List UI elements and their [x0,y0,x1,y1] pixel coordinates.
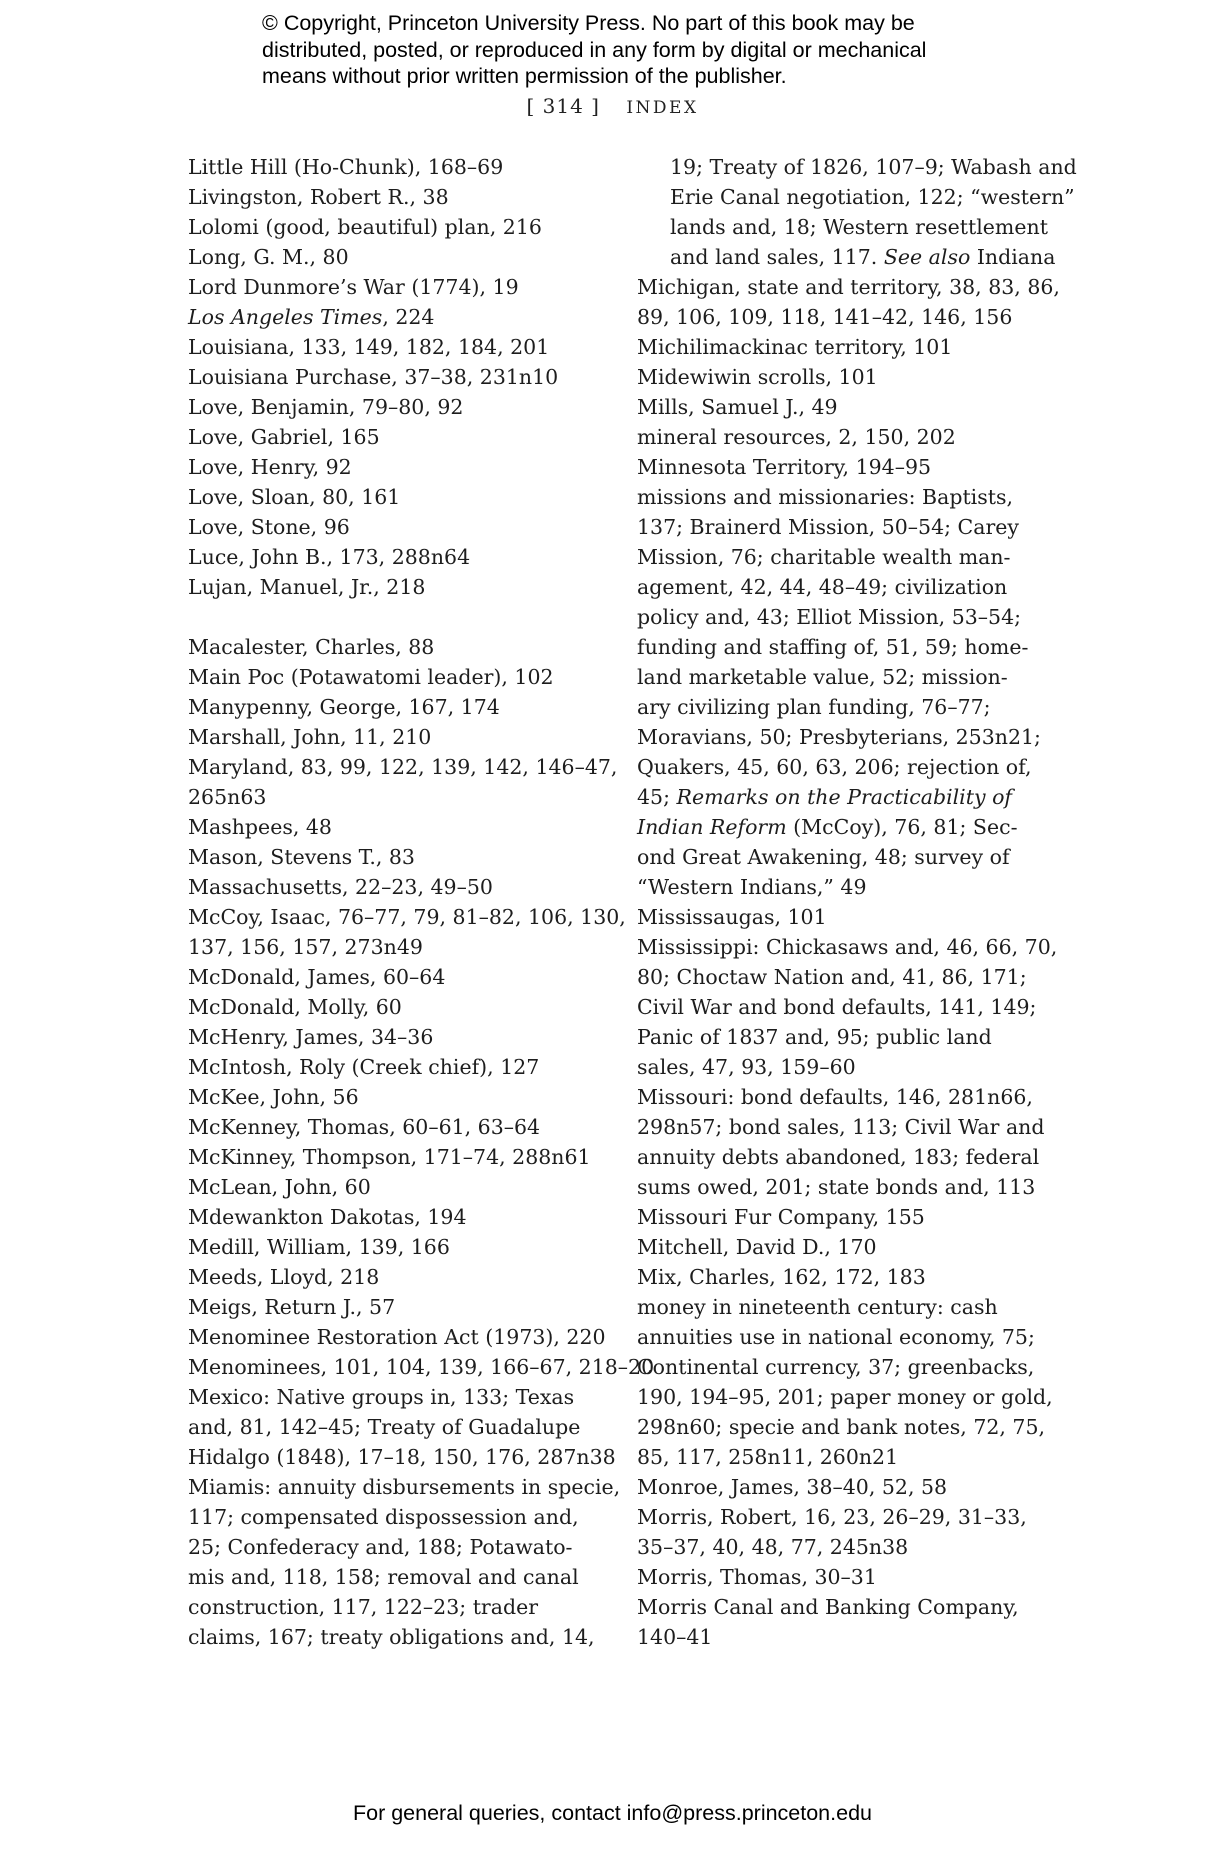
index-entry [188,962,598,992]
index-entry-subline: 137; Brainerd Mission, 50–54; Carey [637,515,1019,539]
index-entry-subline: land marketable value, 52; mission- [637,665,1008,689]
index-entry [637,1292,1053,1472]
index-entry-subline: 89, 106, 109, 118, 141–42, 146, 156 [637,305,1013,329]
index-entry-subline: 137, 156, 157, 273n49 [188,935,423,959]
index-entry-subline: Moravians, 50; Presbyterians, 253n21; [637,725,1041,749]
index-entry-heading-line: Marshall, John, 11, 210 [188,725,432,749]
index-entry-subline: sales, 47, 93, 159–60 [637,1055,856,1079]
index-entry [188,662,598,692]
index-entry-heading-line: McIntosh, Roly (Creek chief), 127 [188,1055,540,1079]
index-entry-subline: 298n57; bond sales, 113; Civil War and [637,1115,1045,1139]
index-entry [188,692,598,722]
index-entry [637,1232,1047,1262]
index-entry-subline: funding and staffing of, 51, 59; home- [637,635,1029,659]
index-entry [188,1232,598,1262]
index-entry-heading-line: missions and missionaries: Baptists, [637,485,1014,509]
index-entry [188,302,598,332]
index-entry [188,992,598,1022]
index-entry-heading-line: Los Angeles Times, 224 [188,305,435,329]
index-entry [188,542,598,572]
index-entry-heading-line: money in nineteenth century: cash [637,1295,998,1319]
index-entry-heading-line: McLean, John, 60 [188,1175,371,1199]
index-entry [188,1022,598,1052]
index-entry-heading-line: Love, Benjamin, 79–80, 92 [188,395,464,419]
index-entry-heading-line: Mason, Stevens T., 83 [188,845,415,869]
index-entry-heading-line: Love, Gabriel, 165 [188,425,380,449]
copyright-line: © Copyright, Princeton University Press. No part of this book may be [262,11,915,35]
index-entry-heading-line: Main Poc (Potawatomi leader), 102 [188,665,554,689]
index-entry-heading-line: mineral resources, 2, 150, 202 [637,425,956,449]
index-entry-heading-line: Louisiana, 133, 149, 182, 184, 201 [188,335,550,359]
index-entry-subline: “Western Indians,” 49 [637,875,867,899]
index-entry [188,452,598,482]
index-entry [188,902,626,962]
index-entry-heading-line: Miamis: annuity disbursements in specie, [188,1475,621,1499]
index-entry [188,1352,655,1382]
index-entry [188,482,598,512]
index-entry [637,332,1047,362]
index-entry [188,422,598,452]
index-entry-subline: Hidalgo (1848), 17–18, 150, 176, 287n38 [188,1445,616,1469]
index-entry-subline: ond Great Awakening, 48; survey of [637,845,1010,869]
index-entry [188,152,598,182]
index-entry-heading-line: Love, Sloan, 80, 161 [188,485,401,509]
index-entry-subline: and land sales, 117. See also Indiana [670,245,1056,269]
index-entry-heading-line: Mills, Samuel J., 49 [637,395,838,419]
index-entry [637,902,1047,932]
index-entry-heading-line: Mix, Charles, 162, 172, 183 [637,1265,926,1289]
index-entry-heading-line: Lujan, Manuel, Jr., 218 [188,575,426,599]
index-entry-heading-line: Mexico: Native groups in, 133; Texas [188,1385,575,1409]
index-entry-subline: 140–41 [637,1625,713,1649]
index-entry-subline: Indian Reform (McCoy), 76, 81; Sec- [637,815,1018,839]
index-entry-heading-line: Mdewankton Dakotas, 194 [188,1205,467,1229]
index-entry [637,932,1058,1082]
index-entry [188,212,598,242]
index-group-l [188,152,598,602]
index-entry-subline: mis and, 118, 158; removal and canal [188,1565,579,1589]
index-entry-heading-line: McDonald, Molly, 60 [188,995,402,1019]
index-entry [188,632,598,662]
index-entry-heading-line: Livingston, Robert R., 38 [188,185,449,209]
index-entry-heading-line: Michilimackinac territory, 101 [637,335,953,359]
index-entry-heading-line: Manypenny, George, 167, 174 [188,695,500,719]
index-entry-heading-line: Mitchell, David D., 170 [637,1235,877,1259]
index-entry [188,812,598,842]
index-entry [188,1172,598,1202]
index-entry-heading-line: Love, Stone, 96 [188,515,350,539]
index-entry-subline: ary civilizing plan funding, 76–77; [637,695,991,719]
index-entry-heading-line: Morris Canal and Banking Company, [637,1595,1019,1619]
index-entry-heading-line: Meigs, Return J., 57 [188,1295,396,1319]
index-entry-heading-line: McKenney, Thomas, 60–61, 63–64 [188,1115,541,1139]
index-entry [637,482,1047,902]
index-entry [637,392,1047,422]
index-entry-subline: 298n60; specie and bank notes, 72, 75, [637,1415,1046,1439]
index-entry-heading-line: Lord Dunmore’s War (1774), 19 [188,275,519,299]
index-entry-heading-line: McDonald, James, 60–64 [188,965,446,989]
index-entry [637,1592,1047,1652]
index-entry [188,752,618,812]
index-entry-heading-line: Missouri: bond defaults, 146, 281n66, [637,1085,1033,1109]
index-entry-subline: construction, 117, 122–23; trader [188,1595,539,1619]
index-entry [188,182,598,212]
index-entry [188,1382,616,1472]
index-entry-subline: Continental currency, 37; greenbacks, [637,1355,1035,1379]
index-entry [188,332,598,362]
running-head [0,93,1225,121]
index-entry-subline: agement, 42, 44, 48–49; civilization [637,575,1008,599]
index-entry [188,572,598,602]
index-group-m [188,632,655,1652]
index-entry-heading-line: Long, G. M., 80 [188,245,349,269]
index-entry-heading-line: Maryland, 83, 99, 122, 139, 142, 146–47, [188,755,618,779]
index-entry-subline: and, 81, 142–45; Treaty of Guadalupe [188,1415,581,1439]
index-entry [637,362,1047,392]
index-entry [188,1112,598,1142]
index-entry [188,242,598,272]
index-entry-heading-line: Midewiwin scrolls, 101 [637,365,878,389]
section-title: INDEX [626,98,699,118]
index-entry-heading-line: Macalester, Charles, 88 [188,635,435,659]
index-entry-heading-line: McKinney, Thompson, 171–74, 288n61 [188,1145,591,1169]
copyright-line: distributed, posted, or reproduced in any form by digital or mechanical [262,37,927,62]
index-entry [188,272,598,302]
index-entry-heading-line: McCoy, Isaac, 76–77, 79, 81–82, 106, 130, [188,905,626,929]
index-entry-subline: lands and, 18; Western resettlement [670,215,1048,239]
index-entry [188,872,598,902]
letter-gap [188,602,598,632]
index-entry [188,512,598,542]
index-entry [188,1142,598,1172]
index-entry-subline: 265n63 [188,785,267,809]
index-entry-subline: 25; Confederacy and, 188; Potawato- [188,1535,573,1559]
copyright-notice [262,10,1022,90]
index-entry [637,1562,1047,1592]
index-entry [188,722,598,752]
index-entry-subline: Civil War and bond defaults, 141, 149; [637,995,1037,1019]
index-entry-heading-line: Monroe, James, 38–40, 52, 58 [637,1475,948,1499]
index-entry [188,1292,598,1322]
index-entry-subline: 190, 194–95, 201; paper money or gold, [637,1385,1053,1409]
index-entry [188,1052,598,1082]
index-entry-heading-line: Mississippi: Chickasaws and, 46, 66, 70, [637,935,1058,959]
index-entry-heading-line: Mashpees, 48 [188,815,332,839]
index-entry-subline: 85, 117, 258n11, 260n21 [637,1445,899,1469]
index-entry-subline: Mission, 76; charitable wealth man- [637,545,1011,569]
index-entry-heading-line: Menominees, 101, 104, 139, 166–67, 218–20 [188,1355,655,1379]
index-entry [188,1202,598,1232]
index-entry-continuation [637,152,1077,272]
index-column-left [188,152,655,1652]
index-entry [637,272,1060,332]
index-entry-subline: 35–37, 40, 48, 77, 245n38 [637,1535,909,1559]
index-entry [637,1202,1047,1232]
index-entry-subline: 19; Treaty of 1826, 107–9; Wabash and [670,155,1077,179]
index-entry-heading-line: Minnesota Territory, 194–95 [637,455,932,479]
index-entry-heading-line: Luce, John B., 173, 288n64 [188,545,471,569]
index-entry-heading-line: Menominee Restoration Act (1973), 220 [188,1325,606,1349]
index-entry [637,452,1047,482]
index-entry-heading-line: Medill, William, 139, 166 [188,1235,450,1259]
index-group-m-continued [637,272,1060,1652]
index-entry-subline: Erie Canal negotiation, 122; “western” [670,185,1075,209]
index-entry-subline: annuities use in national economy, 75; [637,1325,1035,1349]
page-number: [ 314 ] [526,94,600,118]
index-entry [188,392,598,422]
index-entry-heading-line: Meeds, Lloyd, 218 [188,1265,380,1289]
index-entry [188,1082,598,1112]
index-entry-subline: 45; Remarks on the Practicability of [637,785,1013,809]
index-entry [637,1082,1047,1202]
index-entry-heading-line: McKee, John, 56 [188,1085,359,1109]
index-entry [188,1322,606,1352]
index-entry [637,1502,1047,1562]
index-entry [637,422,1047,452]
index-entry-subline: policy and, 43; Elliot Mission, 53–54; [637,605,1022,629]
index-entry-subline: Quakers, 45, 60, 63, 206; rejection of, [637,755,1032,779]
index-entry [188,842,598,872]
index-entry-subline: annuity debts abandoned, 183; federal [637,1145,1040,1169]
index-entry-heading-line: Love, Henry, 92 [188,455,352,479]
index-column-right [637,152,1077,1652]
index-entry-heading-line: Missouri Fur Company, 155 [637,1205,925,1229]
index-entry [188,362,598,392]
index-entry-heading-line: Massachusetts, 22–23, 49–50 [188,875,493,899]
index-entry-heading-line: Morris, Robert, 16, 23, 26–29, 31–33, [637,1505,1027,1529]
index-entry [188,1472,621,1652]
index-entry-heading-line: Michigan, state and territory, 38, 83, 86, [637,275,1060,299]
index-entry [188,1262,598,1292]
index-entry-subline: claims, 167; treaty obligations and, 14, [188,1625,595,1649]
contact-footer: For general queries, contact info@press.princeton.edu [352,1801,872,1825]
index-entry-heading-line: Lolomi (good, beautiful) plan, 216 [188,215,542,239]
copyright-line: means without prior written permission of the publisher. [262,64,787,88]
index-entry [637,1262,1047,1292]
index-entry-heading-line: Little Hill (Ho-Chunk), 168–69 [188,155,504,179]
index-entry-subline: sums owed, 201; state bonds and, 113 [637,1175,1036,1199]
index-entry-heading-line: Louisiana Purchase, 37–38, 231n10 [188,365,559,389]
index-entry-heading-line: McHenry, James, 34–36 [188,1025,434,1049]
index-entry [637,1472,1047,1502]
index-entry-subline: 80; Choctaw Nation and, 41, 86, 171; [637,965,1027,989]
index-entry-heading-line: Morris, Thomas, 30–31 [637,1565,877,1589]
index-entry-heading-line: Mississaugas, 101 [637,905,827,929]
index-entry-subline: Panic of 1837 and, 95; public land [637,1025,992,1049]
index-entry-subline: 117; compensated dispossession and, [188,1505,579,1529]
